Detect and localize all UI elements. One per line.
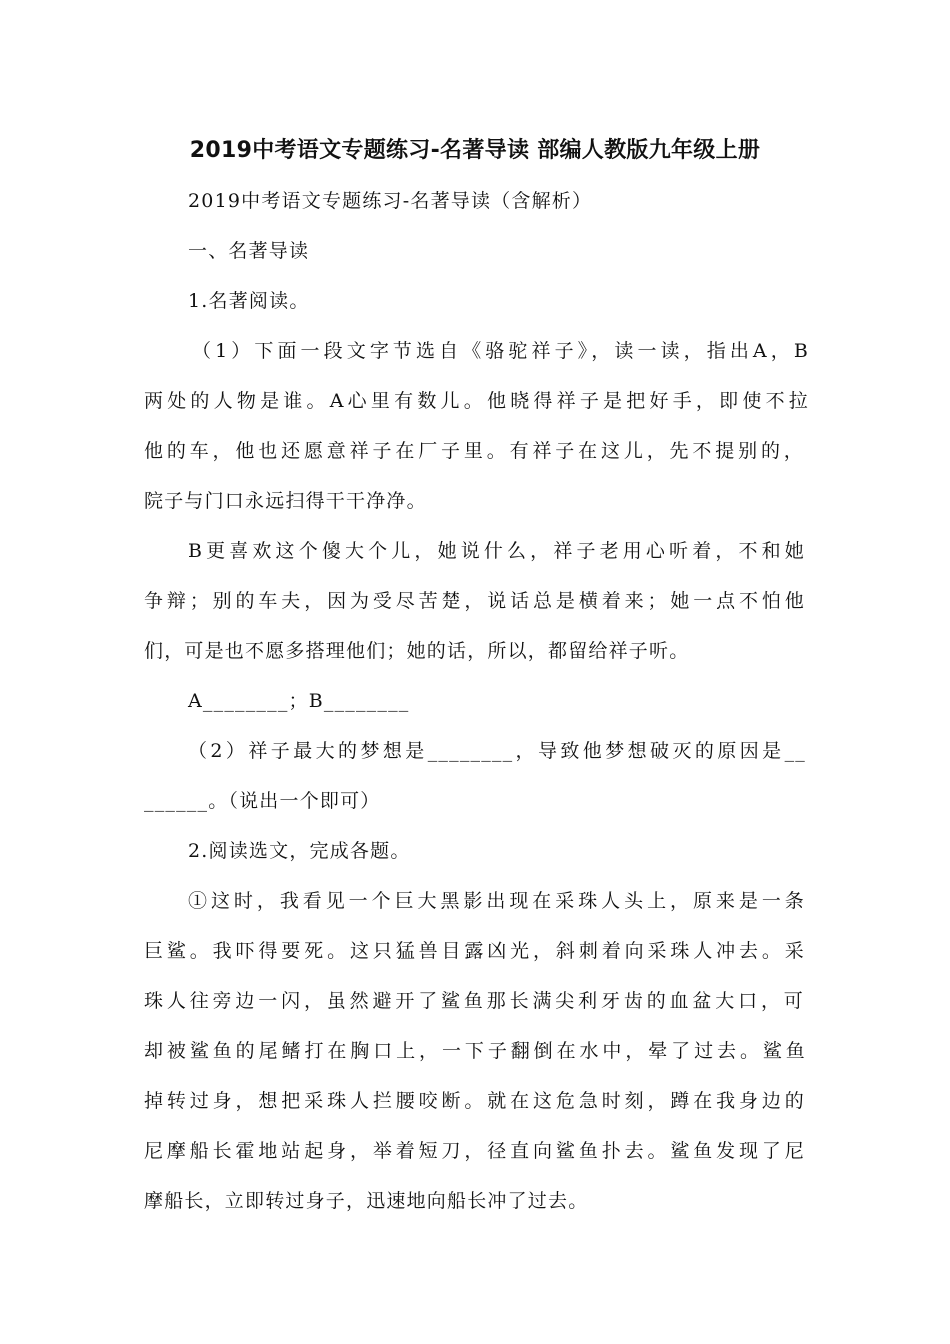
passage-line: ①这时，我看见一个巨大黑影出现在采珠人头上，原来是一条 xyxy=(188,890,805,912)
section-heading: 一、名著导读 xyxy=(188,240,310,262)
answer-blanks: A________；B________ xyxy=(188,690,410,712)
paragraph-line: 争辩；别的车夫，因为受尽苦楚，说话总是横着来；她一点不怕他 xyxy=(144,590,805,612)
document-title: 2019中考语文专题练习-名著导读 部编人教版九年级上册 xyxy=(189,138,761,163)
question-line: ______。（说出一个即可） xyxy=(144,790,381,812)
paragraph-line: 他的车，他也还愿意祥子在厂子里。有祥子在这儿，先不提别的， xyxy=(144,440,804,462)
question-1-heading: 1.名著阅读。 xyxy=(188,290,310,312)
paragraph-line: （1）下面一段文字节选自《骆驼祥子》，读一读，指出A，B xyxy=(192,340,809,362)
question-2-heading: 2.阅读选文，完成各题。 xyxy=(188,840,411,862)
passage-line: 摩船长，立即转过身子，迅速地向船长冲了过去。 xyxy=(144,1190,589,1212)
passage-line: 却被鲨鱼的尾鳍打在胸口上，一下子翻倒在水中，晕了过去。鲨鱼 xyxy=(144,1040,806,1062)
passage-line: 珠人往旁边一闪，虽然避开了鲨鱼那长满尖利牙齿的血盆大口，可 xyxy=(144,990,804,1012)
passage-line: 尼摩船长霍地站起身，举着短刀，径直向鲨鱼扑去。鲨鱼发现了尼 xyxy=(144,1140,805,1162)
passage-line: 巨鲨。我吓得要死。这只猛兽目露凶光，斜刺着向采珠人冲去。采 xyxy=(144,940,805,962)
paragraph-line: 院子与门口永远扫得干干净净。 xyxy=(144,490,427,512)
paragraph-line: 两处的人物是谁。A心里有数儿。他晓得祥子是把好手，即使不拉 xyxy=(144,390,809,412)
paragraph-line: B更喜欢这个傻大个儿，她说什么，祥子老用心听着，不和她 xyxy=(188,540,805,562)
subtitle-line: 2019中考语文专题练习-名著导读（含解析） xyxy=(188,190,593,212)
paragraph-line: 们，可是也不愿多搭理他们；她的话，所以，都留给祥子听。 xyxy=(144,640,690,662)
question-line: （2）祥子最大的梦想是________，导致他梦想破灭的原因是__ xyxy=(188,740,806,762)
passage-line: 掉转过身，想把采珠人拦腰咬断。就在这危急时刻，蹲在我身边的 xyxy=(144,1090,805,1112)
